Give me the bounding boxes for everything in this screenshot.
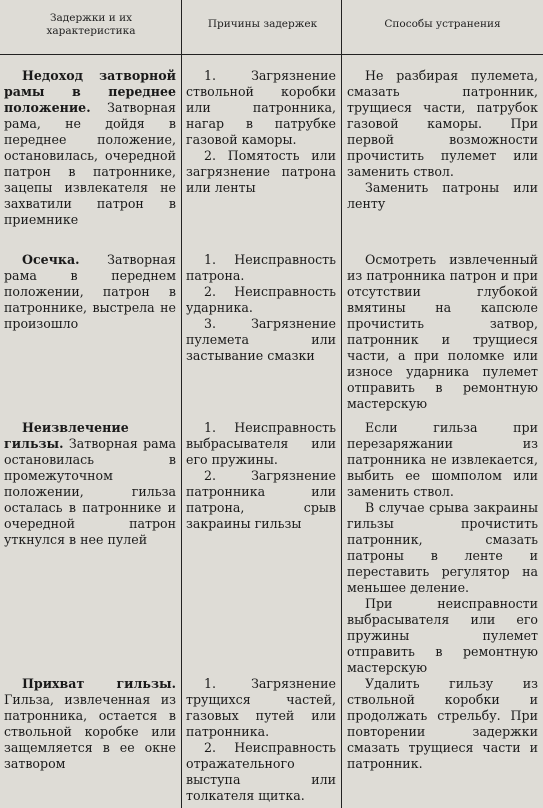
delay-description: Затворная рама, не дойдя в переднее положение, остановилась, очередной патрон в патроннике, зацепы извлекателя не захватили патрон в приемнике [4,100,176,227]
delay-description: Затворная рама в переднем положении, патрон в патроннике, выстрела не произошло [4,252,176,331]
cause-item: 2. Помятость или загрязнение патрона или ленты [186,148,336,195]
row-4-delay [4,676,176,772]
cause-item: 2. Неисправность отражательного выступа или толкателя щитка. [186,740,336,803]
row-3-causes [186,420,336,532]
remedy-item: Удалить гильзу из ствольной коробки и продолжать стрельбу. При повторении задержки смазать трущиеся части и патронник. [347,676,538,771]
delay-description: Затворная рама остановилась в промежуточном положении, гильза осталась в патроннике и очередной патрон уткнулся в нее пулей [4,436,176,547]
header-causes: Причины задержек [207,18,318,30]
column-divider-1 [181,0,182,808]
row-1-remedies [347,68,538,212]
row-1-delay [4,68,176,228]
row-2-delay [4,252,176,332]
remedy-item: Не разбирая пулемета, смазать патронник, трущиеся части, патрубок газовой каморы. При первой возможности прочистить пулемет или заменить ствол. [347,68,538,179]
cause-item: 1. Неисправность патрона. [186,252,336,283]
header-remedies: Способы устранения [384,18,501,30]
remedy-item: В случае срыва закраины гильзы прочистить патронник, смазать патроны в ленте и переставить регулятор на меньшее деление. [347,500,538,595]
delay-title: Осечка. [22,252,80,267]
row-1-causes [186,68,336,196]
header-delays: Задержки и их характеристика [46,12,136,37]
remedy-item: Если гильза при перезаряжании из патронника не извлекается, выбить ее шомполом или заменить ствол. [347,420,538,499]
remedy-item: При неисправности выбрасывателя или его пружины пулемет отправить в ремонтную мастерскую [347,596,538,675]
row-4-causes [186,676,336,804]
cause-item: 1. Загрязнение ствольной коробки или патронника, нагар в патрубке газовой каморы. [186,68,336,147]
row-2-causes [186,252,336,364]
cause-item: 2. Неисправность ударника. [186,284,336,315]
header-divider [0,54,543,55]
delay-title: Недоход затворной рамы в переднее положение. [4,68,176,115]
delay-title: Прихват гильзы. [22,676,176,691]
row-3-remedies [347,420,538,676]
cause-item: 3. Загрязнение пулемета или застывание смазки [186,316,336,363]
cause-item: 2. Загрязнение патронника или патрона, срыв закраины гильзы [186,468,336,531]
row-3-delay [4,420,176,548]
remedy-item: Заменить патроны или ленту [347,180,538,211]
delay-description: Гильза, извлеченная из патронника, остается в ствольной коробке или защемляется в ее окне затвором [4,692,176,771]
row-2-remedies [347,252,538,412]
remedy-item: Осмотреть извлеченный из патронника патрон и при отсутствии глубокой вмятины на капсюле прочистить затвор, патронник и трущиеся части, а при поломке или износе ударника пулемет отправить в ремонтную мастерскую [347,252,538,411]
row-4-remedies [347,676,538,772]
delay-title: Неизвлечение гильзы. [4,420,129,451]
column-divider-2 [341,0,342,808]
cause-item: 1. Загрязнение трущихся частей, газовых путей или патронника. [186,676,336,739]
cause-item: 1. Неисправность выбрасывателя или его пружины. [186,420,336,467]
